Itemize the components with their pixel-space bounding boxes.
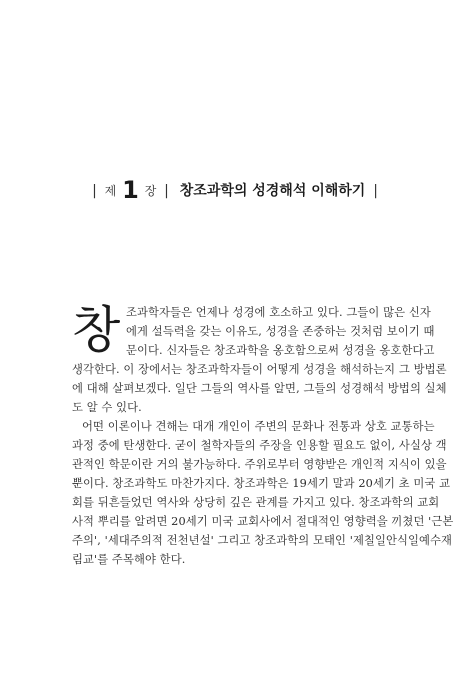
body-line: 도 알 수 있다. xyxy=(72,401,142,414)
body-line: 주의', '세대주의적 전천년설' 그리고 창조과학의 모태인 '제칠일안식일예수재 xyxy=(72,534,453,547)
chapter-number: 1 xyxy=(122,176,139,204)
body-line: 사적 뿌리를 알려면 20세기 미국 교회사에서 절대적인 영향력을 끼쳤던 '근본 xyxy=(72,515,454,528)
chapter-title: 창조과학의 성경해석 이해하기 xyxy=(179,183,366,199)
body-line: 어떤 이론이나 견해는 대개 개인이 주변의 문화나 전통과 상호 교통하는 xyxy=(82,420,435,433)
drop-cap: 창 xyxy=(72,301,121,359)
chapter-heading xyxy=(0,176,470,204)
chapter-suffix: 장 xyxy=(144,184,157,198)
body-line: 회를 뒤흔들었던 역사와 상당히 깊은 관계를 가지고 있다. 창조과학의 교회 xyxy=(72,496,440,509)
chapter-right-bar: | xyxy=(373,183,378,199)
body-line: 에게 설득력을 갖는 이유도, 성경을 존중하는 것처럼 보이기 때 xyxy=(126,325,435,338)
chapter-prefix: 제 xyxy=(104,184,117,198)
body-line: 뿐이다. 창조과학도 마찬가지다. 창조과학은 19세기 말과 20세기 초 미국 교 xyxy=(72,477,451,490)
body-line: 림교'를 주목해야 한다. xyxy=(72,553,186,566)
body-line: 과정 중에 탄생한다. 굳이 철학자들의 주장을 인용할 필요도 없이, 사실상 객 xyxy=(72,439,447,452)
body-line: 생각한다. 이 장에서는 창조과학자들이 어떻게 성경을 해석하는지 그 방법론 xyxy=(72,363,447,376)
chapter-middle-bar: | xyxy=(164,183,169,199)
body-line: 관적인 학문이란 거의 불가능하다. 주위로부터 영향받은 개인적 지식이 있을 xyxy=(72,458,447,471)
body-line: 문이다. 신자들은 창조과학을 옹호함으로써 성경을 옹호한다고 xyxy=(126,344,435,357)
body-line: 조과학자들은 언제나 성경에 호소하고 있다. 그들이 많은 신자 xyxy=(126,306,431,319)
body-line: 에 대해 살펴보겠다. 일단 그들의 역사를 알면, 그들의 성경해석 방법의 실체 xyxy=(72,382,447,395)
chapter-left-bar: | xyxy=(92,183,97,199)
